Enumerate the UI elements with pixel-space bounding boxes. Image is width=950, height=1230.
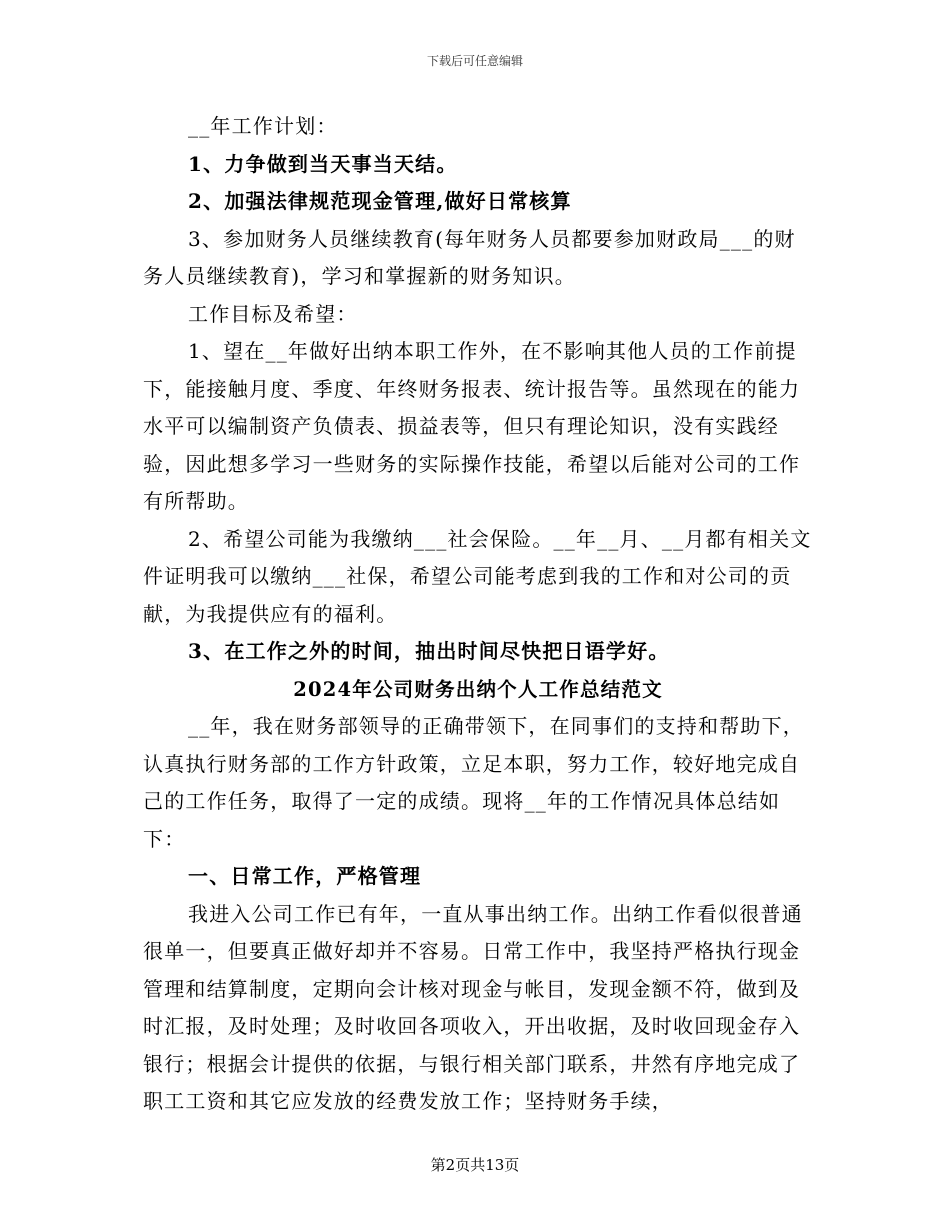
goals-heading: 工作目标及希望： (188, 301, 358, 326)
page-footer: 第2页共13页 (430, 1156, 520, 1174)
goal-item-1: 1、望在__年做好出纳本职工作外，在不影响其他人员的工作前提下，能接触月度、季度、年终财务报表、统计报告等。虽然现在的能力水平可以编制资产负债表、损益表等，但只有理论知识，没有实践经验，因此想多学习一些财务的实际操作技能，希望以后能对公司的工作有所帮助。 (143, 339, 801, 513)
goal-item-3: 3、在工作之外的时间，抽出时间尽快把日语学好。 (188, 639, 670, 663)
subheading-daily-work: 一、日常工作，严格管理 (188, 864, 422, 888)
plan-item-1: 1、力争做到当天事当天结。 (188, 151, 458, 176)
intro-paragraph: __年，我在财务部领导的正确带领下，在同事们的支持和帮助下，认真执行财务部的工作方针政策，立足本职，努力工作，较好地完成自己的工作任务，取得了一定的成绩。现将__年的工作情况具体总结如下： (143, 714, 804, 851)
page-header: 下载后可任意编辑 (426, 54, 523, 68)
daily-work-paragraph: 我进入公司工作已有年，一直从事出纳工作。出纳工作看似很普通很单一，但要真正做好却并不容易。日常工作中，我坚持严格执行现金管理和结算制度，定期向会计核对现金与帐目，发现金额不符，做到及时汇报，及时处理；及时收回各项收入，开出收据，及时收回现金存入银行；根据会计提供的依据，与银行相关部门联系，井然有序地完成了职工工资和其它应发放的经费发放工作；坚持财务手续， (143, 901, 803, 1113)
plan-item-2: 2、加强法律规范现金管理,做好日常核算 (188, 189, 572, 213)
document-body (143, 108, 813, 1121)
goal-item-2: 2、希望公司能为我缴纳___社会保险。__年__月、__月都有相关文件证明我可以缴纳___社保，希望公司能考虑到我的工作和对公司的贡献，为我提供应有的福利。 (143, 526, 812, 626)
plan-item-3: 3、参加财务人员继续教育(每年财务人员都要参加财政局___的财务人员继续教育)，学习和掌握新的财务知识。 (143, 226, 796, 288)
plan-heading: __年工作计划： (188, 114, 338, 138)
section-title: 2024年公司财务出纳个人工作总结范文 (293, 677, 663, 701)
